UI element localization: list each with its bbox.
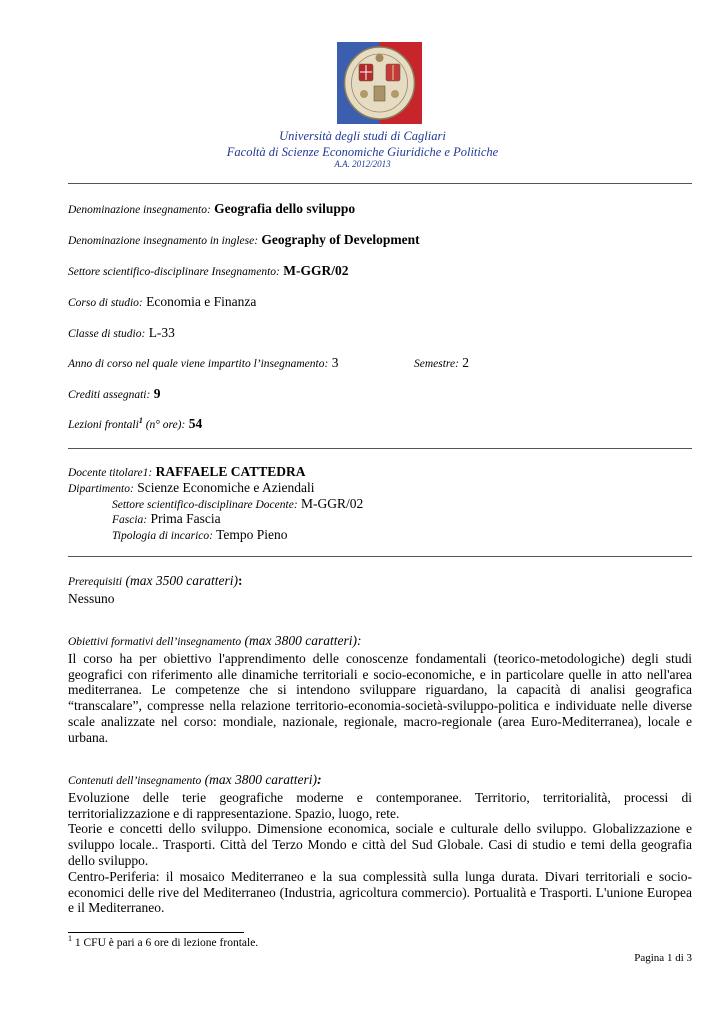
academic-year: A.A. 2012/2013 [334, 159, 391, 169]
field-value: Tempo Pieno [216, 527, 288, 542]
field-label: Classe di studio: [68, 328, 146, 340]
divider [68, 448, 692, 449]
field-label: Docente titolare1: [68, 467, 153, 479]
field-value: Scienze Economiche e Aziendali [137, 480, 315, 495]
divider [68, 183, 692, 184]
page-number: Pagina 1 di 3 [634, 952, 692, 964]
section-text: Il corso ha per obiettivo l'apprendimento delle conoscenze fondamentali (teorico-metodologiche) degli studi geografici con riferimento alle dinamiche territoriali e socio-economiche, e in particolare quelle in atto nell'area mediterranea. Le competenze che si intendono sviluppare riguardano, la capacità di analisi geografica “transcalare”, compresse nella relazione territorio-economia-società-sviluppo-politica e individuate nelle diverse scale analizzate nel corso: mondiale, nazionale, regionale, macro-regionale (area Euro-Mediterranea), locale e urbana. [68, 650, 692, 745]
field-label: Settore scientifico-disciplinare Docente: [112, 499, 298, 511]
field-ssd-insegnamento [68, 263, 348, 279]
field-ssd-docente [112, 496, 363, 512]
field-label: Fascia: [112, 514, 148, 526]
field-value: RAFFAELE CATTEDRA [155, 464, 306, 479]
field-value: L-33 [148, 325, 175, 340]
field-label: Corso di studio: [68, 297, 143, 309]
field-docente [68, 464, 305, 480]
field-value: Geografia dello sviluppo [214, 201, 356, 216]
field-value: M-GGR/02 [283, 263, 349, 278]
field-label: Anno di corso nel quale viene impartito l’insegnamento: [68, 358, 329, 370]
faculty-name: Facoltà di Scienze Economiche Giuridiche e Politiche [226, 145, 499, 159]
field-label: Dipartimento: [68, 483, 134, 495]
field-incarico [112, 527, 288, 543]
field-label: Tipologia di incarico: [112, 530, 213, 542]
field-denominazione-inglese [68, 232, 420, 248]
field-semestre [414, 355, 469, 371]
field-value: 3 [331, 355, 339, 370]
section-contenuti: Contenuti dell’insegnamento (max 3800 caratteri): Evoluzione delle terie geografiche moderne e contemporanee. Territorio, territorialità, processi di territorializzazione e di rappresentazione. Spazio, luogo, rete. Teorie e concetti dello sviluppo. Dimensione economica, sociale e culturale dello sviluppo. Globalizzazione e sviluppo locale.. Trasporti. Città del Terzo Mondo e città del Sud Globale. Casi di studio e temi della geografia dello sviluppo. Centro-Periferia: il mosaico Mediterraneo e la sua complessità sulla lunga durata. Divari territoriali e socio-economici delle rive del Mediterraneo (Industria, agricoltura commercio). Portualità e Trasporti. L'unione Europea e il Mediterraneo. [68, 772, 692, 916]
field-classe [68, 325, 175, 341]
field-label: Lezioni frontali$^1$ (n° ore): [68, 416, 186, 431]
section-label: Obiettivi formativi dell’insegnamento [68, 636, 242, 648]
field-label: Settore scientifico-disciplinare Insegnamento: [68, 266, 280, 278]
field-label: Denominazione insegnamento in inglese: [68, 235, 259, 247]
section-label: Prerequisiti [68, 576, 123, 588]
field-corso [68, 294, 256, 310]
field-value: M-GGR/02 [301, 496, 364, 511]
footnote-ref: 1 [138, 416, 143, 426]
university-seal-logo [337, 42, 422, 124]
field-label: Crediti assegnati: [68, 389, 151, 401]
section-text: Centro-Periferia: il mosaico Mediterraneo e la sua complessità sulla lunga durata. Divari territoriali e socio-economici delle rive del Mediterraneo (Industria, agricoltura commercio). Portualità e Trasporti. L'unione Europea e il Mediterraneo. [68, 868, 692, 916]
field-fascia [112, 511, 221, 527]
university-name: Università degli studi di Cagliari [279, 129, 446, 143]
field-value: 2 [462, 355, 470, 370]
field-denominazione [68, 201, 355, 217]
field-label: Denominazione insegnamento: [68, 204, 211, 216]
section-text: Evoluzione delle terie geografiche moderne e contemporanee. Territorio, territorialità, processi di territorializzazione e di rappresentazione. Spazio, luogo, rete. [68, 789, 692, 821]
section-text: Teorie e concetti dello sviluppo. Dimensione economica, sociale e culturale dello sviluppo. Globalizzazione e sviluppo locale.. Trasporti. Città del Terzo Mondo e città del Sud Globale. Casi di studio e temi della geografia dello sviluppo. [68, 821, 692, 868]
section-label: Contenuti dell’insegnamento [68, 775, 202, 787]
field-label: Semestre: [414, 358, 459, 370]
section-prerequisiti: Prerequisiti (max 3500 caratteri): Nessuno [68, 573, 692, 607]
section-obiettivi: Obiettivi formativi dell’insegnamento (max 3800 caratteri): Il corso ha per obiettivo l'apprendimento delle conoscenze fondamentali (teorico-metodologiche) degli studi geografici con riferimento alle dinamiche territoriali e socio-economiche, e in particolare quelle in atto nell'area mediterranea. Le competenze che si intendono sviluppare riguardano, la capacità di analisi geografica “transcalare”, compresse nella relazione territorio-economia-società-sviluppo-politica e individuate nelle diverse scale analizzate nel corso: mondiale, nazionale, regionale, macro-regionale (area Euro-Mediterranea), locale e urbana. [68, 633, 692, 745]
field-lezioni [68, 416, 202, 432]
field-value: Economia e Finanza [146, 294, 257, 309]
footnote-divider [68, 932, 244, 933]
field-anno [68, 355, 338, 371]
field-crediti [68, 386, 160, 402]
field-value: Prima Fascia [150, 511, 221, 526]
field-value: 9 [153, 386, 161, 401]
field-value: Geography of Development [261, 232, 420, 247]
field-dipartimento [68, 480, 315, 496]
section-text: Nessuno [68, 590, 115, 606]
divider [68, 556, 692, 557]
footnote: $^1$ 1 CFU è pari a 6 ore di lezione frontale. [68, 934, 259, 949]
field-value: 54 [188, 416, 203, 431]
